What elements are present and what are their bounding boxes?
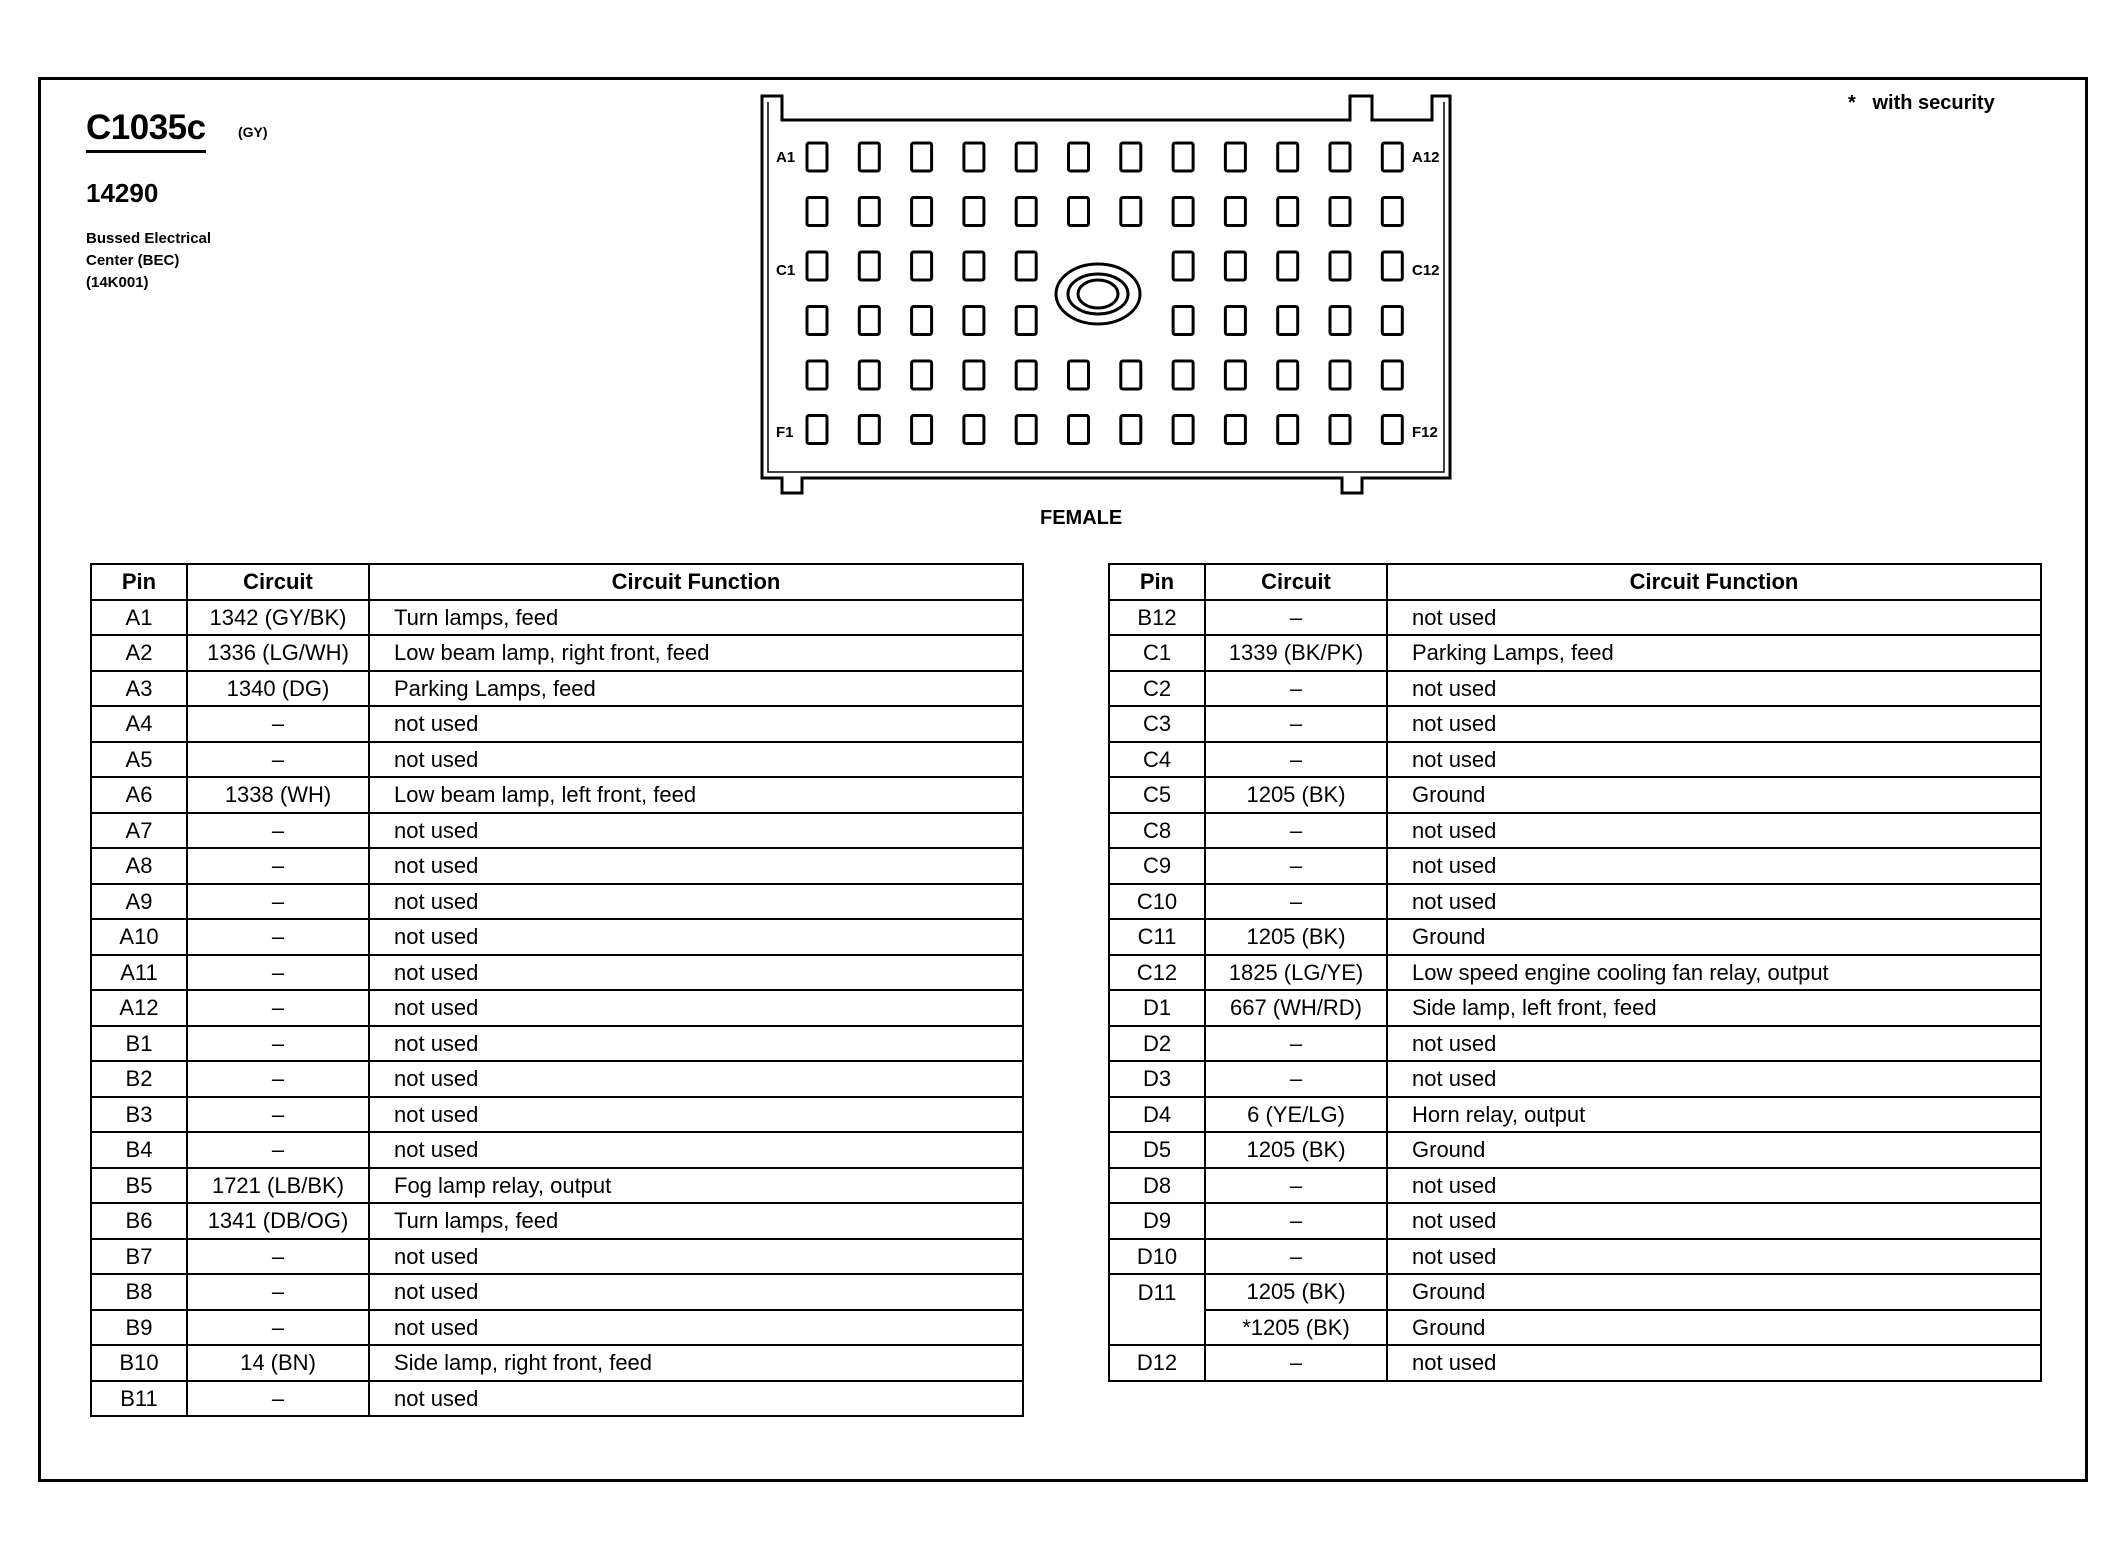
pin-cavity (1173, 252, 1193, 280)
pin-cell: D11 (1109, 1274, 1205, 1310)
circuit-cell: – (1205, 1345, 1387, 1381)
pin-cell: C9 (1109, 848, 1205, 884)
table-row (1109, 813, 2041, 849)
table-row (1109, 848, 2041, 884)
pin-cavity (1069, 416, 1089, 444)
table-row (91, 1026, 1023, 1062)
col-header-function: Circuit Function (1387, 564, 2041, 600)
function-cell: not used (1387, 1026, 2041, 1062)
table-header-row (91, 564, 1023, 600)
table-row (1109, 1274, 2041, 1310)
function-cell: not used (1387, 1345, 2041, 1381)
function-cell: Ground (1387, 1310, 2041, 1346)
table-row (91, 884, 1023, 920)
pin-label-c12: C12 (1412, 262, 1440, 279)
circuit-cell: – (187, 919, 369, 955)
pin-cavity (912, 143, 932, 171)
function-cell: not used (369, 1310, 1023, 1346)
pin-label-a1: A1 (776, 149, 796, 166)
pin-cavity (1069, 143, 1089, 171)
function-cell: not used (369, 990, 1023, 1026)
pin-cell: C12 (1109, 955, 1205, 991)
table-row (91, 1274, 1023, 1310)
circuit-cell: 1341 (DB/OG) (187, 1203, 369, 1239)
circuit-cell: 1336 (LG/WH) (187, 635, 369, 671)
function-cell: not used (369, 848, 1023, 884)
circuit-cell: 1339 (BK/PK) (1205, 635, 1387, 671)
pin-cell: C11 (1109, 919, 1205, 955)
pin-cavity (912, 198, 932, 226)
table-row (1109, 706, 2041, 742)
table-row (1109, 955, 2041, 991)
function-cell: not used (369, 884, 1023, 920)
pin-cavity (912, 252, 932, 280)
circuit-cell: – (187, 1132, 369, 1168)
function-cell: not used (1387, 706, 2041, 742)
function-cell: Low beam lamp, right front, feed (369, 635, 1023, 671)
table-row (1109, 1345, 2041, 1381)
table-row (91, 919, 1023, 955)
col-header-circuit: Circuit (187, 564, 369, 600)
function-cell: not used (1387, 1239, 2041, 1275)
connector-cavities (807, 143, 1402, 444)
pin-cell: B4 (91, 1132, 187, 1168)
pin-cell: A4 (91, 706, 187, 742)
table-row (1109, 777, 2041, 813)
pin-cell: D12 (1109, 1345, 1205, 1381)
pin-cavity (964, 361, 984, 389)
table-row (1109, 1310, 2041, 1346)
function-cell: Low beam lamp, left front, feed (369, 777, 1023, 813)
connector-face-diagram (752, 88, 1472, 508)
circuit-cell: 667 (WH/RD) (1205, 990, 1387, 1026)
pin-cell: B3 (91, 1097, 187, 1133)
circuit-cell: – (1205, 1203, 1387, 1239)
pin-cell: C10 (1109, 884, 1205, 920)
pin-cell: B9 (91, 1310, 187, 1346)
pin-cavity (1121, 416, 1141, 444)
circuit-cell: 1825 (LG/YE) (1205, 955, 1387, 991)
table-row (91, 1168, 1023, 1204)
table-row (91, 742, 1023, 778)
function-cell: not used (369, 813, 1023, 849)
pin-cavity (912, 416, 932, 444)
circuit-cell: *1205 (BK) (1205, 1310, 1387, 1346)
pin-cell: A11 (91, 955, 187, 991)
function-cell: not used (369, 1239, 1023, 1275)
pin-cell: D3 (1109, 1061, 1205, 1097)
table-row (1109, 990, 2041, 1026)
circuit-cell: – (187, 742, 369, 778)
circuit-cell: – (187, 884, 369, 920)
circuit-cell: 1205 (BK) (1205, 919, 1387, 955)
col-header-circuit: Circuit (1205, 564, 1387, 600)
table-row (91, 813, 1023, 849)
pin-cavity (859, 143, 879, 171)
pin-cell: D4 (1109, 1097, 1205, 1133)
function-cell: Side lamp, right front, feed (369, 1345, 1023, 1381)
circuit-cell: – (1205, 706, 1387, 742)
pin-label-a12: A12 (1412, 149, 1440, 166)
table-row (91, 1381, 1023, 1417)
table-row (91, 1203, 1023, 1239)
connector-keyway (1056, 264, 1140, 324)
function-cell: Ground (1387, 1274, 2041, 1310)
pin-table-right (1108, 563, 2042, 1382)
table-row (1109, 671, 2041, 707)
pin-cell: D1 (1109, 990, 1205, 1026)
table-row (1109, 742, 2041, 778)
function-cell: not used (369, 1026, 1023, 1062)
table-row (91, 777, 1023, 813)
function-cell: Ground (1387, 1132, 2041, 1168)
pin-cavity (1016, 198, 1036, 226)
table-row (1109, 1097, 2041, 1133)
description-line: Center (BEC) (86, 252, 180, 269)
pin-cavity (1278, 416, 1298, 444)
table-row (91, 1097, 1023, 1133)
table-header-row (1109, 564, 2041, 600)
pin-cell: A9 (91, 884, 187, 920)
pin-cell: A10 (91, 919, 187, 955)
pin-cavity (1330, 416, 1350, 444)
pin-cavity (1278, 252, 1298, 280)
function-cell: Turn lamps, feed (369, 1203, 1023, 1239)
pin-cavity (1330, 307, 1350, 335)
table-row (91, 600, 1023, 636)
pin-cavity (1382, 307, 1402, 335)
pin-label-f1: F1 (776, 424, 794, 441)
pin-cavity (1330, 361, 1350, 389)
pin-cavity (1382, 198, 1402, 226)
function-cell: not used (1387, 742, 2041, 778)
circuit-cell: – (1205, 742, 1387, 778)
circuit-cell: 1205 (BK) (1205, 1132, 1387, 1168)
pin-cell: D5 (1109, 1132, 1205, 1168)
pin-cell: C5 (1109, 777, 1205, 813)
function-cell: not used (369, 919, 1023, 955)
circuit-cell: 1342 (GY/BK) (187, 600, 369, 636)
table-row (1109, 1132, 2041, 1168)
circuit-cell: 1340 (DG) (187, 671, 369, 707)
pin-cavity (1173, 416, 1193, 444)
function-cell: not used (1387, 848, 2041, 884)
circuit-cell: – (1205, 813, 1387, 849)
function-cell: not used (1387, 1203, 2041, 1239)
function-cell: Horn relay, output (1387, 1097, 2041, 1133)
security-footnote: * with security (1848, 92, 1995, 114)
pin-cavity (1330, 143, 1350, 171)
table-row (91, 1239, 1023, 1275)
pin-cell: D8 (1109, 1168, 1205, 1204)
circuit-cell: – (1205, 848, 1387, 884)
col-header-pin: Pin (1109, 564, 1205, 600)
pin-cavity (1278, 198, 1298, 226)
pin-cell: B8 (91, 1274, 187, 1310)
pin-cavity (1016, 307, 1036, 335)
pin-cell (1109, 1310, 1205, 1346)
circuit-cell: – (187, 1097, 369, 1133)
pin-cell: B12 (1109, 600, 1205, 636)
function-cell: Ground (1387, 777, 2041, 813)
pin-cavity (859, 416, 879, 444)
circuit-cell: 1721 (LB/BK) (187, 1168, 369, 1204)
pin-cell: C3 (1109, 706, 1205, 742)
pin-cavity (1382, 361, 1402, 389)
circuit-cell: – (187, 955, 369, 991)
pin-cell: A12 (91, 990, 187, 1026)
component-description (86, 228, 211, 294)
table-row (91, 635, 1023, 671)
table-row (1109, 1026, 2041, 1062)
part-number: 14290 (86, 178, 159, 208)
circuit-cell: – (187, 990, 369, 1026)
circuit-cell: – (187, 1061, 369, 1097)
pin-cavity (1069, 361, 1089, 389)
pin-cavity (1225, 307, 1245, 335)
pin-cavity (807, 252, 827, 280)
pin-cavity (1278, 307, 1298, 335)
pin-cell: B1 (91, 1026, 187, 1062)
pin-cavity (964, 416, 984, 444)
pin-cell: B10 (91, 1345, 187, 1381)
pin-cavity (807, 198, 827, 226)
pin-cavity (1278, 361, 1298, 389)
pin-cavity (859, 198, 879, 226)
table-row (91, 671, 1023, 707)
pin-cavity (807, 416, 827, 444)
circuit-cell: 14 (BN) (187, 1345, 369, 1381)
pin-cavity (807, 307, 827, 335)
pin-cavity (859, 307, 879, 335)
circuit-cell: 1205 (BK) (1205, 1274, 1387, 1310)
function-cell: Fog lamp relay, output (369, 1168, 1023, 1204)
pin-cavity (912, 361, 932, 389)
pin-cavity (1225, 143, 1245, 171)
table-row (1109, 635, 2041, 671)
table-row (91, 1061, 1023, 1097)
pin-cell: D9 (1109, 1203, 1205, 1239)
pin-cavity (964, 252, 984, 280)
pin-cell: A3 (91, 671, 187, 707)
pin-cavity (964, 198, 984, 226)
pin-cavity (1173, 361, 1193, 389)
function-cell: Parking Lamps, feed (369, 671, 1023, 707)
pin-cell: D10 (1109, 1239, 1205, 1275)
circuit-cell: – (1205, 1239, 1387, 1275)
table-row (91, 955, 1023, 991)
pin-cavity (1330, 198, 1350, 226)
col-header-function: Circuit Function (369, 564, 1023, 600)
circuit-cell: 1338 (WH) (187, 777, 369, 813)
pin-cell: B7 (91, 1239, 187, 1275)
function-cell: Ground (1387, 919, 2041, 955)
table-row (91, 1345, 1023, 1381)
pin-cavity (1173, 143, 1193, 171)
pin-cavity (1121, 143, 1141, 171)
table-row (1109, 1061, 2041, 1097)
table-row (1109, 1168, 2041, 1204)
circuit-cell: – (187, 1310, 369, 1346)
function-cell: not used (369, 1061, 1023, 1097)
table-row (1109, 884, 2041, 920)
pin-cavity (964, 307, 984, 335)
circuit-cell: – (187, 1239, 369, 1275)
pin-cavity (912, 307, 932, 335)
function-cell: Turn lamps, feed (369, 600, 1023, 636)
pin-cavity (1225, 361, 1245, 389)
pin-table-left (90, 563, 1024, 1417)
pin-cavity (1330, 252, 1350, 280)
circuit-cell: – (1205, 600, 1387, 636)
table-row (1109, 600, 2041, 636)
function-cell: not used (369, 1381, 1023, 1417)
pin-cell: C1 (1109, 635, 1205, 671)
pin-cavity (859, 361, 879, 389)
function-cell: not used (1387, 1061, 2041, 1097)
pin-cavity (1382, 252, 1402, 280)
function-cell: not used (369, 742, 1023, 778)
table-row (91, 1310, 1023, 1346)
connector-color-code: (GY) (238, 124, 268, 140)
function-cell: not used (1387, 671, 2041, 707)
pin-cavity (1121, 198, 1141, 226)
pin-cell: B5 (91, 1168, 187, 1204)
table-row (1109, 1239, 2041, 1275)
circuit-cell: – (187, 813, 369, 849)
pin-cavity (1173, 307, 1193, 335)
pin-cavity (807, 143, 827, 171)
function-cell: not used (1387, 1168, 2041, 1204)
function-cell: Low speed engine cooling fan relay, output (1387, 955, 2041, 991)
circuit-cell: – (187, 1026, 369, 1062)
circuit-cell: – (1205, 1061, 1387, 1097)
col-header-pin: Pin (91, 564, 187, 600)
pin-cavity (1016, 416, 1036, 444)
table-row (91, 848, 1023, 884)
circuit-cell: 6 (YE/LG) (1205, 1097, 1387, 1133)
pin-cavity (1121, 361, 1141, 389)
pin-cavity (1016, 143, 1036, 171)
circuit-cell: – (1205, 1026, 1387, 1062)
circuit-cell: – (187, 1274, 369, 1310)
circuit-cell: 1205 (BK) (1205, 777, 1387, 813)
table-row (91, 1132, 1023, 1168)
circuit-cell: – (1205, 671, 1387, 707)
circuit-cell: – (187, 848, 369, 884)
pin-cell: A2 (91, 635, 187, 671)
pin-cavity (1069, 198, 1089, 226)
pin-cavity (859, 252, 879, 280)
circuit-cell: – (187, 1381, 369, 1417)
function-cell: not used (369, 1132, 1023, 1168)
pin-cavity (1173, 198, 1193, 226)
pin-cell: C2 (1109, 671, 1205, 707)
pin-cell: B2 (91, 1061, 187, 1097)
circuit-cell: – (187, 706, 369, 742)
function-cell: not used (1387, 813, 2041, 849)
pin-cell: C8 (1109, 813, 1205, 849)
function-cell: not used (369, 706, 1023, 742)
table-row (1109, 1203, 2041, 1239)
function-cell: not used (1387, 600, 2041, 636)
pin-cell: A8 (91, 848, 187, 884)
function-cell: not used (1387, 884, 2041, 920)
pin-cavity (1382, 143, 1402, 171)
pin-cavity (1225, 416, 1245, 444)
pin-cavity (1278, 143, 1298, 171)
connector-id: C1035c (86, 108, 206, 153)
description-line: (14K001) (86, 274, 149, 291)
pin-cell: D2 (1109, 1026, 1205, 1062)
table-row (91, 990, 1023, 1026)
connector-gender-label: FEMALE (1040, 507, 1123, 529)
circuit-cell: – (1205, 1168, 1387, 1204)
pin-cell: A6 (91, 777, 187, 813)
table-row (1109, 919, 2041, 955)
pin-cell: A7 (91, 813, 187, 849)
pin-cavity (964, 143, 984, 171)
table-row (91, 706, 1023, 742)
description-line: Bussed Electrical (86, 230, 212, 247)
pin-label-c1: C1 (776, 262, 796, 279)
pin-cell: A5 (91, 742, 187, 778)
pin-cell: C4 (1109, 742, 1205, 778)
pin-cell: A1 (91, 600, 187, 636)
function-cell: not used (369, 1097, 1023, 1133)
pin-cavity (1225, 198, 1245, 226)
pin-cavity (1225, 252, 1245, 280)
function-cell: Side lamp, left front, feed (1387, 990, 2041, 1026)
function-cell: not used (369, 1274, 1023, 1310)
pin-cell: B6 (91, 1203, 187, 1239)
function-cell: Parking Lamps, feed (1387, 635, 2041, 671)
pin-cavity (1016, 252, 1036, 280)
pin-cavity (1016, 361, 1036, 389)
pin-label-f12: F12 (1412, 424, 1438, 441)
pin-cell: B11 (91, 1381, 187, 1417)
circuit-cell: – (1205, 884, 1387, 920)
function-cell: not used (369, 955, 1023, 991)
pin-cavity (1382, 416, 1402, 444)
pin-cavity (807, 361, 827, 389)
